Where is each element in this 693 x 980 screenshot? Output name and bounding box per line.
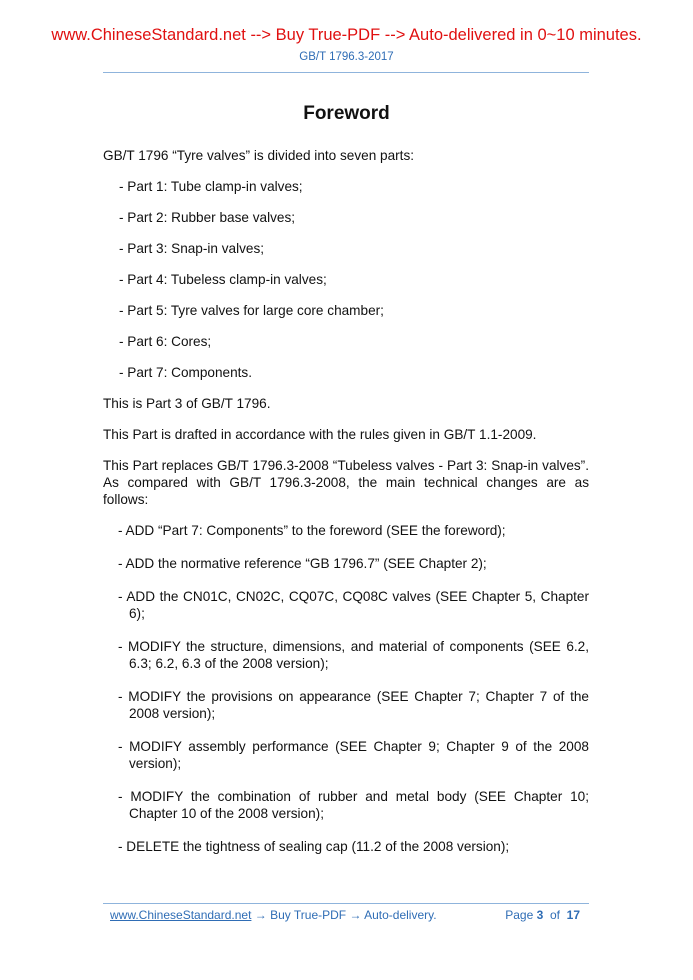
part-item: - Part 4: Tubeless clamp-in valves; (119, 271, 327, 287)
change-item: - MODIFY the structure, dimensions, and material of components (SEE 6.2, 6.3; 6.2, 6.3 of the 2008 version); (118, 638, 589, 671)
this-part-paragraph: This is Part 3 of GB/T 1796. (103, 395, 271, 411)
change-item: - ADD the normative reference “GB 1796.7” (SEE Chapter 2); (118, 555, 487, 571)
changes-list (103, 522, 589, 855)
drafted-paragraph: This Part is drafted in accordance with the rules given in GB/T 1.1-2009. (103, 426, 537, 442)
part-item: - Part 1: Tube clamp-in valves; (119, 178, 303, 194)
change-item: - ADD the CN01C, CN02C, CQ07C, CQ08C valves (SEE Chapter 5, Chapter 6); (118, 588, 589, 621)
header-divider (103, 72, 589, 73)
part-item: - Part 3: Snap-in valves; (119, 240, 265, 256)
footer-left (110, 908, 437, 922)
part-item: - Part 2: Rubber base valves; (119, 209, 296, 225)
document-body (103, 147, 589, 871)
site-link[interactable]: www.ChineseStandard.net (110, 908, 252, 922)
of-label: of (549, 908, 560, 922)
page-indicator (505, 908, 580, 922)
change-item: - ADD “Part 7: Components” to the foreword (SEE the foreword); (118, 522, 506, 538)
footer-tagline: → Buy True-PDF → Auto-delivery. (251, 908, 437, 922)
change-item: - MODIFY the combination of rubber and metal body (SEE Chapter 10; Chapter 10 of the 2008 version); (118, 788, 589, 821)
footer-divider (103, 903, 589, 904)
part-item: - Part 7: Components. (119, 364, 252, 380)
part-item: - Part 6: Cores; (119, 333, 212, 349)
standard-code: GB/T 1796.3-2017 (299, 51, 394, 63)
page-number: 3 (536, 908, 544, 922)
intro-paragraph: GB/T 1796 “Tyre valves” is divided into seven parts: (103, 148, 415, 163)
change-item: - DELETE the tightness of sealing cap (11.2 of the 2008 version); (118, 838, 510, 854)
page-total: 17 (566, 908, 580, 922)
part-item: - Part 5: Tyre valves for large core chamber; (119, 302, 384, 318)
page-title: Foreword (303, 103, 390, 124)
change-item: - MODIFY assembly performance (SEE Chapter 9; Chapter 9 of the 2008 version); (118, 738, 589, 771)
replaces-paragraph: This Part replaces GB/T 1796.3-2008 “Tubeless valves - Part 3: Snap-in valves”. As compared with GB/T 1796.3-2008, the main technical changes are as follows: (103, 457, 589, 507)
promo-banner: www.ChineseStandard.net --> Buy True-PDF --> Auto-delivered in 0~10 minutes. (51, 26, 642, 44)
change-item: - MODIFY the provisions on appearance (SEE Chapter 7; Chapter 7 of the 2008 version); (118, 688, 589, 721)
parts-list (103, 178, 589, 381)
page-label: Page (505, 908, 534, 922)
